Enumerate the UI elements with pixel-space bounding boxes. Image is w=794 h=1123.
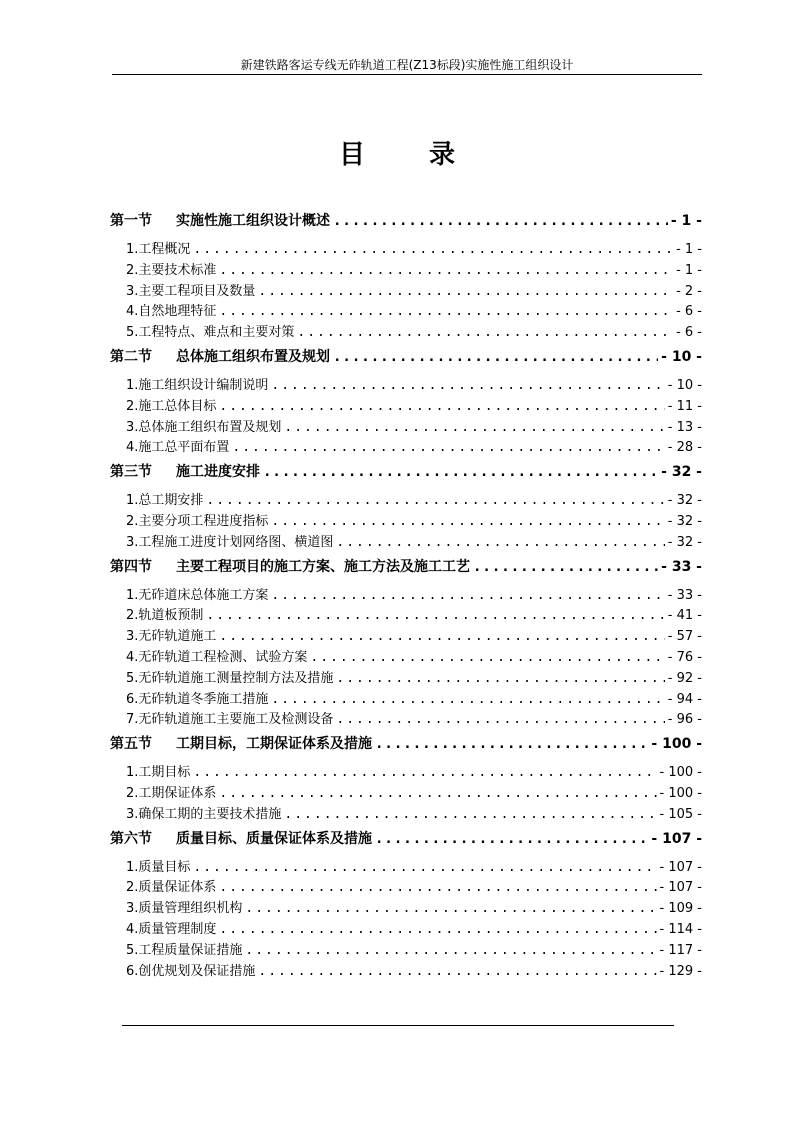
header-rule — [112, 74, 702, 75]
toc-item-entry[interactable] — [110, 416, 702, 437]
toc-page-number: - 6 - — [676, 304, 702, 320]
toc-item-entry[interactable] — [110, 259, 702, 280]
toc-section-number: 第五节 — [110, 736, 152, 753]
toc-page-number: - 1 - — [676, 242, 702, 257]
toc-entry-label — [110, 828, 372, 848]
toc-page-number: - 13 - — [667, 419, 702, 435]
toc-page-number: - 105 - — [659, 806, 702, 822]
toc-dot-leader — [206, 608, 664, 623]
toc-page-number: - 96 - — [667, 712, 702, 728]
toc-page-number: - 41 - — [667, 608, 702, 624]
toc-item-entry[interactable] — [110, 374, 702, 395]
toc-page-number: - 32 - — [667, 513, 702, 529]
toc-dot-leader — [473, 559, 658, 575]
toc-section-number: 第一节 — [110, 213, 152, 229]
toc-dot-leader — [219, 880, 656, 895]
toc-section-number: 第二节 — [110, 348, 152, 365]
toc-item-entry[interactable] — [110, 436, 702, 457]
document-title: 目录 — [338, 140, 519, 170]
toc-dot-leader — [219, 922, 656, 937]
toc-dot-leader — [336, 671, 664, 686]
toc-section-title: 工期目标，工期保证体系及措施 — [176, 736, 372, 753]
toc-entry-label: 4.自然地理特征 — [126, 304, 217, 320]
toc-dot-leader — [271, 588, 664, 603]
toc-page-number: - 10 - — [667, 377, 702, 393]
toc-section-entry[interactable] — [110, 733, 702, 755]
toc-dot-leader — [271, 692, 664, 707]
toc-page-number: - 107 - — [651, 830, 702, 847]
toc-dot-leader — [193, 765, 656, 780]
toc-page-number: - 114 - — [659, 921, 702, 937]
toc-dot-leader — [219, 629, 664, 644]
toc-page-number: - 11 - — [667, 398, 702, 414]
toc-item-entry[interactable] — [110, 856, 702, 877]
toc-item-entry[interactable] — [110, 708, 702, 729]
toc-item-entry[interactable] — [110, 876, 702, 897]
toc-item-entry[interactable] — [110, 761, 702, 782]
toc-entry-label: 1.工期目标 — [126, 765, 191, 781]
toc-page-number: - 33 - — [661, 558, 702, 575]
toc-dot-leader — [375, 831, 648, 847]
toc-entry-label — [110, 461, 260, 481]
footer-rule — [122, 1025, 674, 1026]
toc-page-number: - 100 - — [659, 785, 702, 801]
toc-entry-label — [110, 346, 330, 366]
toc-entry-label: 3.主要工程项目及数量 — [126, 283, 256, 299]
toc-page-number: - 32 - — [667, 534, 702, 550]
toc-dot-leader — [219, 786, 656, 801]
toc-section-number: 第三节 — [110, 464, 152, 481]
toc-item-entry[interactable] — [110, 688, 702, 709]
toc-entry-label: 2.轨道板预制 — [126, 608, 204, 624]
toc-entry-label — [110, 210, 330, 230]
toc-page-number: - 1 - — [670, 213, 702, 229]
toc-section-entry[interactable] — [110, 556, 702, 578]
toc-dot-leader — [232, 440, 664, 455]
toc-item-entry[interactable] — [110, 584, 702, 605]
toc-entry-label: 6.无砟轨道冬季施工措施 — [126, 691, 269, 707]
toc-entry-label: 5.工程质量保证措施 — [126, 942, 243, 958]
toc-section-entry[interactable] — [110, 828, 702, 850]
toc-page-number: - 94 - — [667, 691, 702, 707]
toc-section-title: 总体施工组织布置及规划 — [176, 348, 330, 365]
toc-dot-leader — [263, 464, 658, 480]
toc-page-number: - 2 - — [676, 283, 702, 299]
toc-entry-label — [110, 733, 372, 753]
toc-entry-label: 5.工程特点、难点和主要对策 — [126, 325, 295, 341]
toc-page-number: - 1 - — [676, 262, 702, 278]
toc-item-entry[interactable] — [110, 625, 702, 646]
toc-item-entry[interactable] — [110, 960, 702, 981]
toc-page-number: - 109 - — [659, 901, 702, 917]
toc-dot-leader — [333, 213, 668, 229]
toc-dot-leader — [284, 807, 656, 822]
toc-page-number: - 33 - — [667, 587, 702, 603]
toc-dot-leader — [258, 964, 656, 979]
toc-section-number: 第四节 — [110, 558, 152, 575]
running-header: 新建铁路客运专线无砟轨道工程(Z13标段)实施性施工组织设计 — [240, 58, 574, 72]
toc-entry-label: 3.无砟轨道施工 — [126, 629, 217, 645]
toc-section-entry[interactable] — [110, 210, 702, 232]
toc-entry-label: 1.施工组织设计编制说明 — [126, 377, 269, 393]
toc-item-entry[interactable] — [110, 918, 702, 939]
toc-entry-label: 2.主要分项工程进度指标 — [126, 513, 269, 529]
toc-dot-leader — [219, 304, 673, 319]
toc-dot-leader — [333, 349, 658, 365]
toc-page-number: - 129 - — [659, 963, 702, 979]
toc-entry-label: 3.工程施工进度计划网络图、横道图 — [126, 534, 334, 550]
toc-dot-leader — [310, 650, 664, 665]
toc-section-title: 质量目标、质量保证体系及措施 — [176, 830, 372, 847]
toc-entry-label: 1.质量目标 — [126, 859, 191, 875]
toc-entry-label: 1.工程概况 — [126, 242, 191, 257]
toc-dot-leader — [258, 284, 673, 299]
toc-entry-label: 3.质量管理组织机构 — [126, 901, 243, 917]
toc-entry-label: 1.总工期安排 — [126, 493, 204, 509]
toc-entry-label: 2.主要技术标准 — [126, 262, 217, 278]
toc-dot-leader — [206, 493, 664, 508]
toc-entry-label: 4.无砟轨道工程检测、试验方案 — [126, 649, 308, 665]
toc-item-entry[interactable] — [110, 782, 702, 803]
table-of-contents — [110, 206, 702, 980]
toc-dot-leader — [336, 535, 664, 550]
toc-page-number: - 107 - — [659, 880, 702, 896]
toc-entry-label: 2.工期保证体系 — [126, 785, 217, 801]
toc-section-title: 施工进度安排 — [176, 464, 260, 481]
toc-dot-leader — [193, 860, 656, 875]
toc-item-entry[interactable] — [110, 395, 702, 416]
toc-dot-leader — [219, 399, 664, 414]
toc-section-title: 实施性施工组织设计概述 — [176, 213, 330, 229]
toc-item-entry[interactable] — [110, 238, 702, 259]
toc-section-title: 主要工程项目的施工方案、施工方法及施工工艺 — [176, 558, 470, 575]
toc-entry-label: 7.无砟轨道施工主要施工及检测设备 — [126, 712, 334, 728]
toc-entry-label: 3.总体施工组织布置及规划 — [126, 419, 282, 435]
toc-item-entry[interactable] — [110, 667, 702, 688]
toc-item-entry[interactable] — [110, 510, 702, 531]
toc-item-entry[interactable] — [110, 489, 702, 510]
toc-page-number: - 92 - — [667, 670, 702, 686]
toc-page-number: - 76 - — [667, 649, 702, 665]
toc-section-entry[interactable] — [110, 346, 702, 368]
toc-item-entry[interactable] — [110, 300, 702, 321]
toc-item-entry[interactable] — [110, 531, 702, 552]
toc-page-number: - 32 - — [667, 493, 702, 509]
toc-item-entry[interactable] — [110, 321, 702, 342]
toc-page-number: - 100 - — [659, 765, 702, 781]
toc-dot-leader — [297, 325, 673, 340]
toc-dot-leader — [271, 514, 664, 529]
toc-entry-label — [110, 556, 470, 576]
toc-page-number: - 57 - — [667, 629, 702, 645]
toc-item-entry[interactable] — [110, 604, 702, 625]
toc-page-number: - 107 - — [659, 859, 702, 875]
toc-page-number: - 32 - — [661, 464, 702, 481]
toc-item-entry[interactable] — [110, 280, 702, 301]
toc-entry-label: 4.施工总平面布置 — [126, 440, 230, 456]
toc-page-number: - 10 - — [661, 348, 702, 365]
toc-item-entry[interactable] — [110, 646, 702, 667]
toc-item-entry[interactable] — [110, 897, 702, 918]
toc-entry-label: 4.质量管理制度 — [126, 921, 217, 937]
toc-entry-label: 5.无砟轨道施工测量控制方法及措施 — [126, 670, 334, 686]
toc-item-entry[interactable] — [110, 803, 702, 824]
toc-entry-label: 3.确保工期的主要技术措施 — [126, 806, 282, 822]
toc-dot-leader — [245, 901, 656, 916]
toc-entry-label: 6.创优规划及保证措施 — [126, 963, 256, 979]
toc-dot-leader — [193, 242, 673, 257]
toc-page-number: - 6 - — [676, 325, 702, 341]
toc-dot-leader — [284, 420, 664, 435]
toc-dot-leader — [245, 943, 656, 958]
toc-page-number: - 28 - — [667, 440, 702, 456]
toc-entry-label: 1.无砟道床总体施工方案 — [126, 587, 269, 603]
toc-item-entry[interactable] — [110, 939, 702, 960]
toc-entry-label: 2.施工总体目标 — [126, 398, 217, 414]
toc-dot-leader — [219, 263, 673, 278]
toc-dot-leader — [375, 736, 648, 752]
toc-dot-leader — [336, 712, 664, 727]
toc-section-number: 第六节 — [110, 830, 152, 847]
toc-entry-label: 2.质量保证体系 — [126, 880, 217, 896]
toc-dot-leader — [271, 378, 664, 393]
toc-section-entry[interactable] — [110, 461, 702, 483]
toc-page-number: - 100 - — [651, 736, 702, 753]
toc-page-number: - 117 - — [659, 942, 702, 958]
